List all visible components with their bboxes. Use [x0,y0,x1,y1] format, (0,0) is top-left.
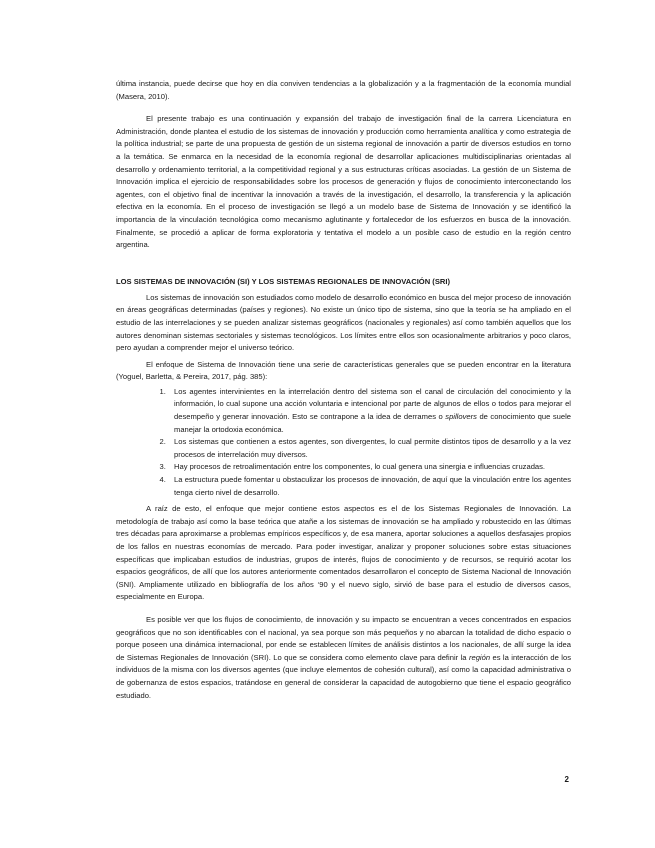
list-item-text: Los agentes intervinientes en la interrelación dentro del sistema son el canal de circulación del conocimiento y la información, lo cual supone una acción voluntaria e intencional por parte de algunos de ellos o todos para mejorar el desempeño y generar innovación. Esto se contrapone a la idea de derrames o [174,386,571,422]
list-item-italic: spillovers [445,412,477,422]
paragraph-knowledge-flows [116,614,571,702]
paragraph-text: Es posible ver que los flujos de conocimiento, de innovación y su impacto se encuentran a veces concentrados en espacios geográficos que no son identificables con el nacional, ya sea porque son más pequeños y no abarcan la totalidad de dicho espacio o porque poseen una dinámica internacional, por ende se establecen límites de análisis distintos a los nacionales, de allí surge la idea de Sistemas Regionales de Innovación (SRI). Lo que se considera como elemento clave para definir la [116,614,571,662]
list-item-text: de conocimiento que suele manejar la ortodoxia económica. [174,412,572,434]
paragraph-regional-systems: A raíz de esto, el enfoque que mejor contiene estos aspectos es el de los Sistemas Regionales de Innovación. La metodología de trabajo así como la base teórica que atañe a los sistemas de innovación se ha ampliado y robustecido en las últimas tres décadas para aproximarse a problemas empíricos específicos y, de esa manera, aportar soluciones a aquellos desfasajes propios de los fallos en nuestras economías de mercado. Para poder investigar, analizar y proponer soluciones sobre estas situaciones específicas que implicaban estudios de industrias, grupos de interés, flujos de conocimiento y de recursos, se requirió acotar los espacios geográficos, de allí que los autores anteriormente comentados desarrollaron el concepto de Sistema Nacional de Innovación (SNI). Ampliamente utilizado en bibliografía de los años ‘90 y el nuevo siglo, sirvió de base para el estudio de diversos casos, especialmente en Europa. [116,504,571,602]
page-number: 2 [564,775,569,784]
list-item [168,386,571,436]
list-item: 4. La estructura puede fomentar u obstaculizar los procesos de innovación, de aquí que la vinculación entre los agentes tenga cierto nivel de desarrollo. [168,474,571,499]
document-body [116,78,571,702]
paragraph-approach: El enfoque de Sistema de Innovación tiene una serie de características generales que se pueden encontrar en la literatura (Yoguel, Barletta, & Pereira, 2017, pág. 385): [116,359,571,382]
section-heading: LOS SISTEMAS DE INNOVACIÓN (SI) Y LOS SISTEMAS REGIONALES DE INNOVACIÓN (SRI) [116,276,451,286]
paragraph-italic: región [468,652,491,662]
list-item: 3. Hay procesos de retroalimentación entre los componentes, lo cual genera una sinergia e influencias cruzadas. [168,461,571,474]
paragraph-present-work: El presente trabajo es una continuación y expansión del trabajo de investigación final de la carrera Licenciatura en Administración, donde plantea el estudio de los sistemas de innovación y producción como herramienta analítica y como estrategia de la política industrial; se parte de una propuesta de gestión de un sistema regional de innovación a partir de diversos estudios en torno a la temática. Se enmarca en la necesidad de la economía regional de desarrollar aplicaciones multidisciplinarias orientadas al desarrollo y ordenamiento territorial, a la competitividad regional y a sus estructuras críticas asociadas. La gestión de un Sistema de Innovación implica el ejercicio de responsabilidades sobre los procesos de generación y flujos de conocimiento interconectando los agentes, con el objetivo final de incentivar la innovación a través de la investigación, el desarrollo, la transferencia y la aplicación efectiva en la economía. En el proceso de investigación se llegó a un modelo base de Sistema de Innovación y se identificó la importancia de la vinculación tecnológica como mecanismo aglutinante y fortalecedor de los esfuerzos en busca de la innovación. Finalmente, se procedió a aplicar de forma exploratoria y tentativa el modelo a un posible caso de estudio en la región centro argentina. [116,114,571,250]
list-item: 2. Los sistemas que contienen a estos agentes, son divergentes, lo cual permite distintos tipos de desarrollo y a la vez procesos de interrelación muy diversos. [168,436,571,461]
paragraph-innovation-systems: Los sistemas de innovación son estudiados como modelo de desarrollo económico en busca del mejor proceso de innovación en áreas geográficas determinadas (países y regiones). No existe un único tipo de sistema, sino que la teoría se ha ampliado en el estudio de las interrelaciones y se pueden analizar sistemas geográficos (nacionales y regionales) así como también aquellos que los autores denominan sistemas sectoriales y sistemas tecnológicos. Los límites entre ellos son ocasionalmente arbitrarios y poco claros, pero ayudan a comprender mejor el universo teórico. [116,292,571,353]
characteristics-list [116,386,571,499]
paragraph-intro-continuation: última instancia, puede decirse que hoy en día conviven tendencias a la globalización y a la fragmentación de la economía mundial (Masera, 2010). [116,79,571,101]
paragraph-text: es la interacción de los individuos de la misma con los diversos agentes (que incluye elementos de cohesión cultural), así como la capacidad administrativa o de gobernanza de estos espacios, tratándose en general de considerar la capacidad de autogobierno que tiene el espacio geográfico estudiado. [116,652,571,700]
